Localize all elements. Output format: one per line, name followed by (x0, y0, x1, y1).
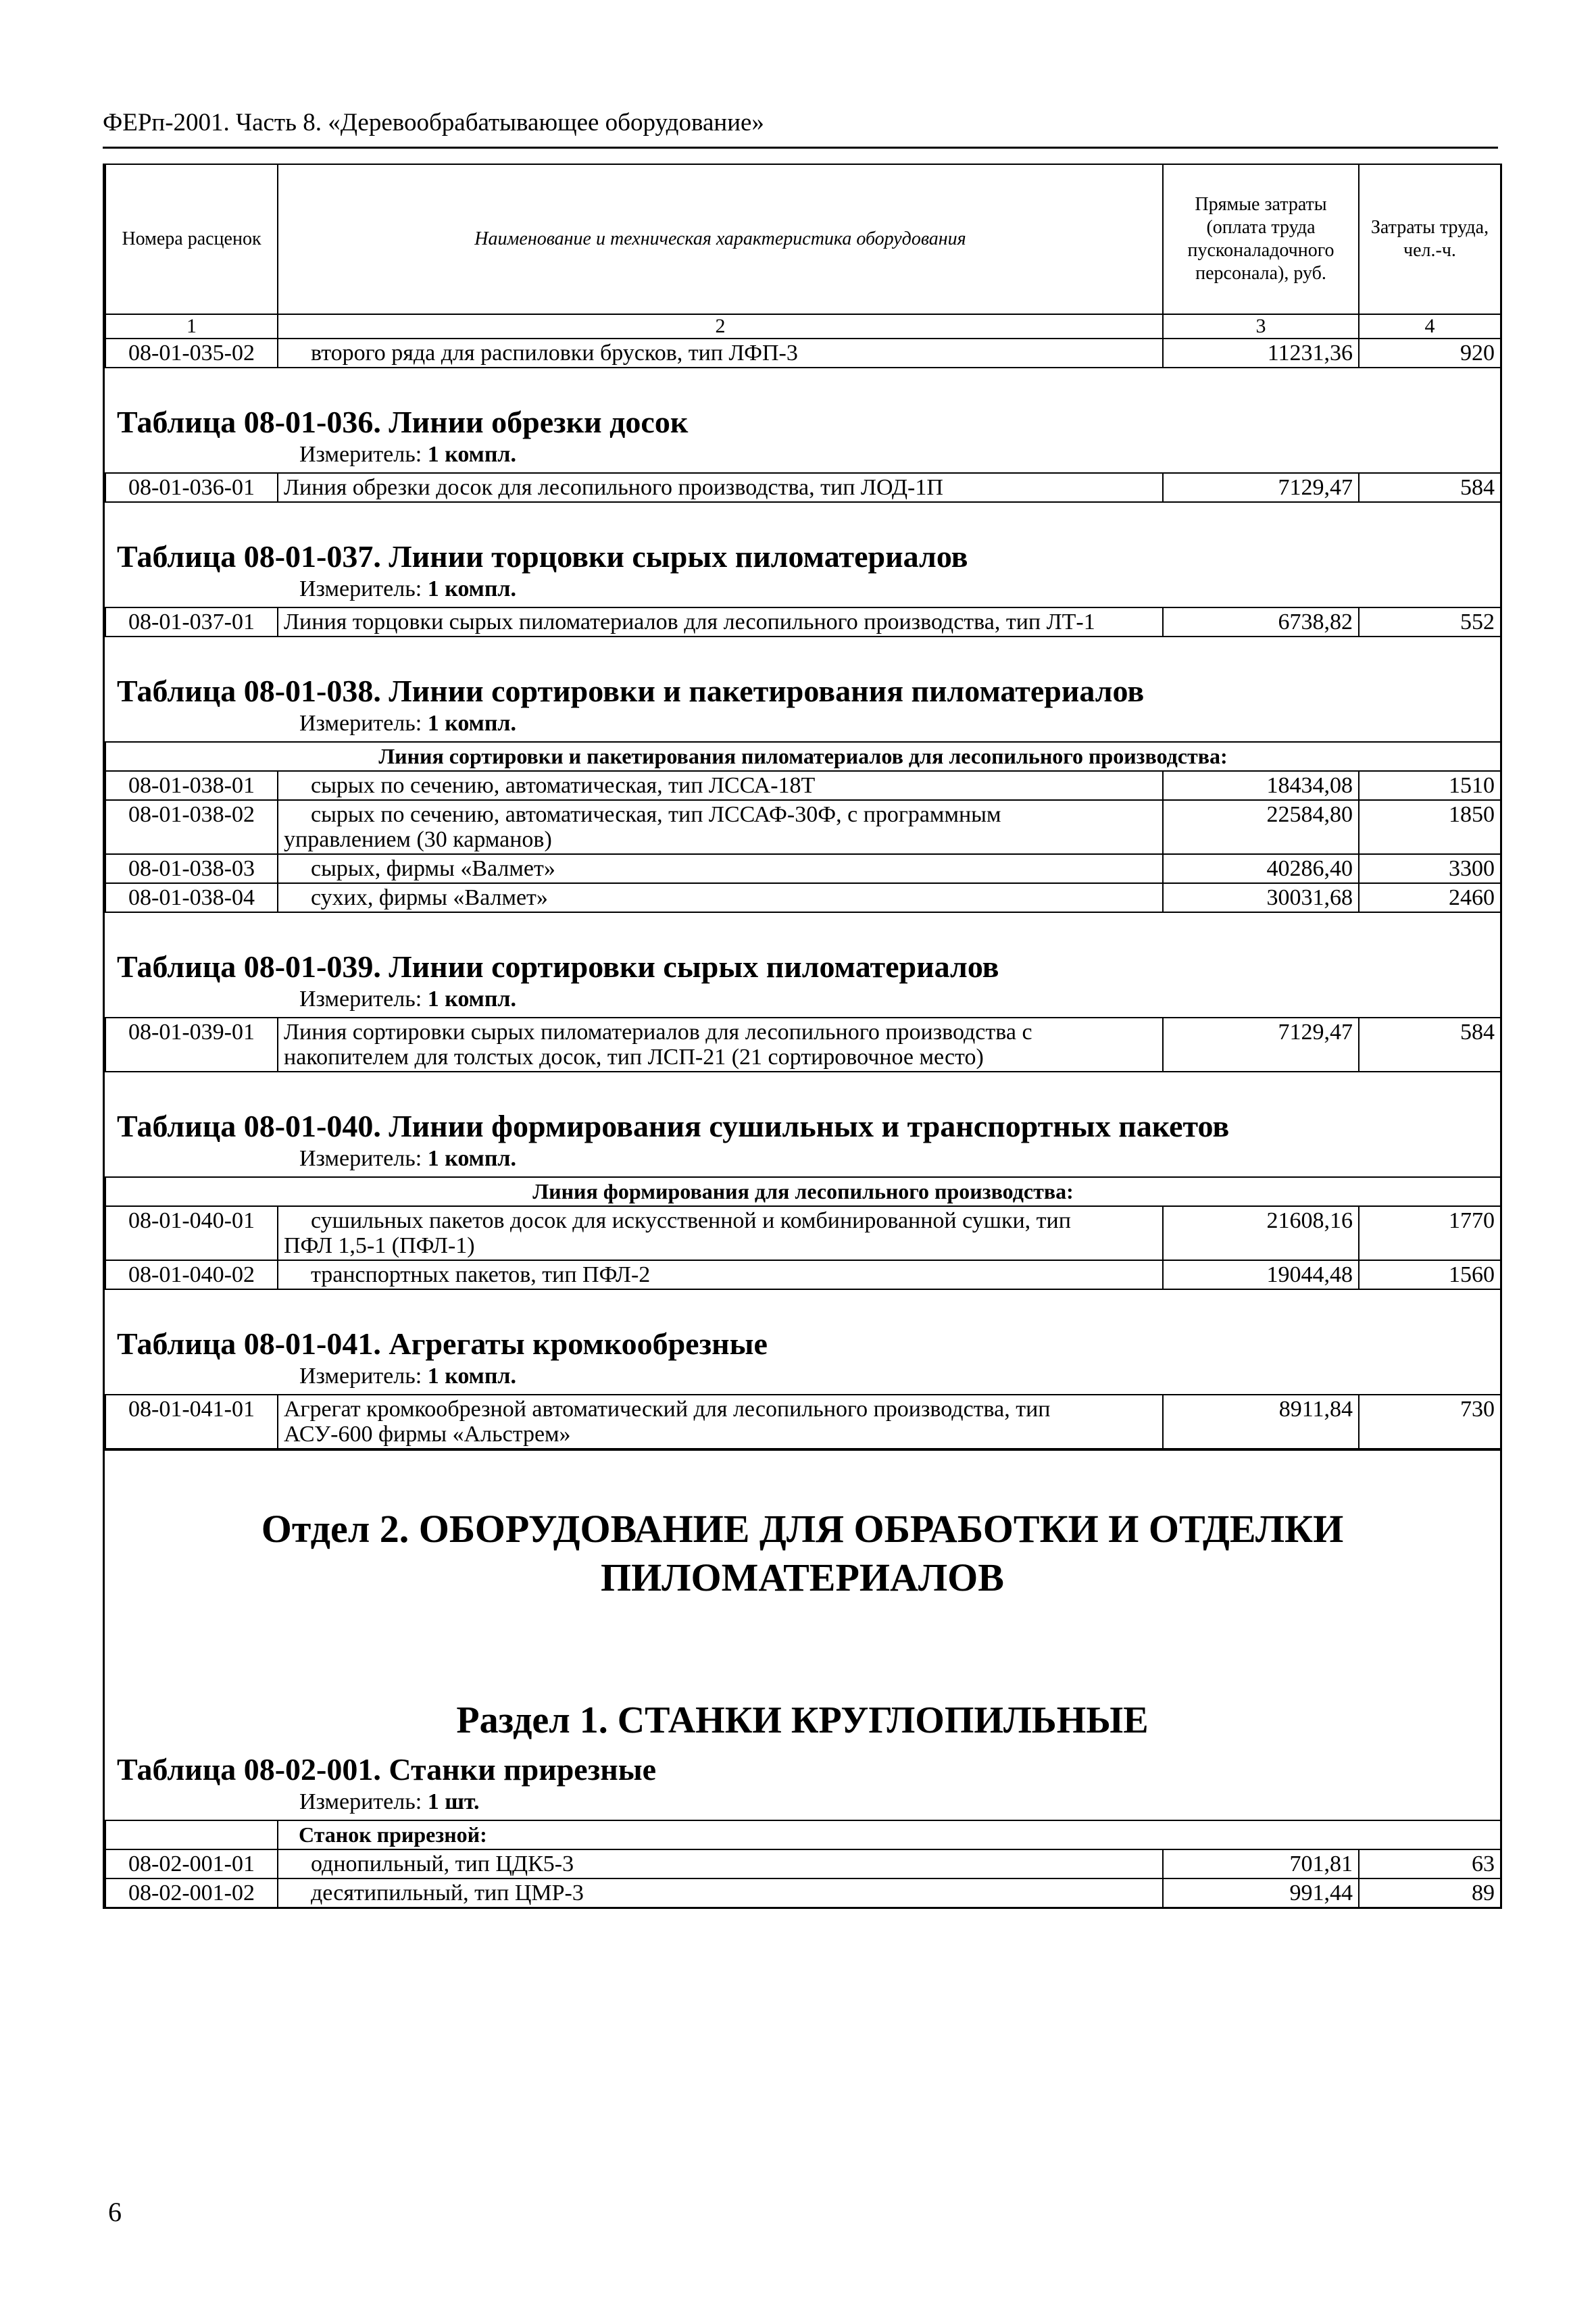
equipment-name (278, 1206, 1163, 1260)
rate-code: 08-01-038-01 (105, 771, 278, 800)
unit-line (117, 986, 1488, 1017)
group-heading: Станок прирезной: (278, 1820, 1501, 1849)
unit-line (117, 1789, 1488, 1820)
column-number-row (105, 314, 1501, 339)
equipment-name (278, 1395, 1163, 1449)
unit-label: Измеритель: (299, 1364, 422, 1389)
rate-code: 08-01-037-01 (105, 607, 278, 637)
equipment-name (278, 1018, 1163, 1072)
labor-cost: 1770 (1359, 1206, 1501, 1260)
equipment-name: однопильный, тип ЦДК5-3 (278, 1849, 1163, 1878)
unit-line (117, 576, 1488, 607)
unit-line (117, 1363, 1488, 1394)
equipment-name: сухих, фирмы «Валмет» (278, 883, 1163, 912)
labor-cost: 584 (1359, 473, 1501, 502)
name-line-1: Линия сортировки сырых пиломатериалов для лесопильного производства с (284, 1020, 1032, 1045)
col-number: 3 (1163, 314, 1359, 339)
group-row (105, 1820, 1501, 1849)
labor-cost: 1850 (1359, 800, 1501, 854)
equipment-name: сырых, фирмы «Валмет» (278, 854, 1163, 883)
rate-code: 08-01-038-04 (105, 883, 278, 912)
unit-line (117, 1145, 1488, 1176)
rate-code: 08-01-038-03 (105, 854, 278, 883)
labor-cost: 63 (1359, 1849, 1501, 1878)
direct-cost: 991,44 (1163, 1878, 1359, 1908)
col-header-labor: Затраты труда, чел.-ч. (1359, 164, 1501, 314)
direct-cost: 18434,08 (1163, 771, 1359, 800)
table-row (105, 1395, 1501, 1449)
table-section-036 (105, 368, 1500, 472)
unit-value: 1 компл. (427, 1146, 517, 1171)
direct-cost: 8911,84 (1163, 1395, 1359, 1449)
direct-cost: 11231,36 (1163, 339, 1359, 368)
table-row (105, 1260, 1501, 1289)
table-title: Таблица 08-01-041. Агрегаты кромкообрезные (117, 1326, 768, 1361)
unit-label: Измеритель: (299, 1789, 422, 1814)
group-row (105, 1177, 1501, 1206)
col-header-code: Номера расценок (105, 164, 278, 314)
table-row (105, 473, 1501, 502)
direct-cost: 40286,40 (1163, 854, 1359, 883)
labor-cost: 89 (1359, 1878, 1501, 1908)
rates-table-039 (105, 1017, 1501, 1072)
rate-code: 08-01-035-02 (105, 339, 278, 368)
table-row (105, 1206, 1501, 1260)
table-section-041 (105, 1290, 1500, 1394)
section-title: Раздел 1. СТАНКИ КРУГЛОПИЛЬНЫЕ (456, 1699, 1149, 1741)
table-row (105, 883, 1501, 912)
labor-cost: 584 (1359, 1018, 1501, 1072)
unit-label: Измеритель: (299, 442, 422, 467)
department-title-line-2: ПИЛОМАТЕРИАЛОВ (601, 1555, 1004, 1599)
direct-cost: 701,81 (1163, 1849, 1359, 1878)
page-number: 6 (108, 2197, 122, 2227)
equipment-name: Линия обрезки досок для лесопильного производства, тип ЛОД-1П (278, 473, 1163, 502)
unit-label: Измеритель: (299, 1146, 422, 1171)
name-line-1: сырых по сечению, автоматическая, тип ЛССАФ-30Ф, с программным (311, 802, 1001, 827)
name-line-2: управлением (30 карманов) (284, 827, 552, 852)
table-row (105, 854, 1501, 883)
unit-line (117, 710, 1488, 741)
rate-code: 08-01-040-01 (105, 1206, 278, 1260)
table-row (105, 607, 1501, 637)
direct-cost: 30031,68 (1163, 883, 1359, 912)
table-title: Таблица 08-01-037. Линии торцовки сырых пиломатериалов (117, 539, 968, 574)
table-title: Таблица 08-01-040. Линии формирования сушильных и транспортных пакетов (117, 1109, 1230, 1143)
unit-label: Измеритель: (299, 711, 422, 736)
page-header: ФЕРп-2001. Часть 8. «Деревообрабатывающее оборудование» (103, 108, 1498, 149)
table-row (105, 771, 1501, 800)
name-line-2: накопителем для толстых досок, тип ЛСП-21 (21 сортировочное место) (284, 1045, 984, 1070)
table-section-039 (105, 913, 1500, 1017)
name-line-1: сушильных пакетов досок для искусственной и комбинированной сушки, тип (311, 1208, 1071, 1233)
name-line-1: Агрегат кромкообрезной автоматический для лесопильного производства, тип (284, 1397, 1051, 1422)
rates-table-02-001 (105, 1820, 1501, 1909)
labor-cost: 552 (1359, 607, 1501, 637)
unit-value: 1 компл. (427, 1364, 517, 1389)
unit-value: 1 шт. (427, 1789, 480, 1814)
rate-code: 08-01-041-01 (105, 1395, 278, 1449)
equipment-name: второго ряда для распиловки брусков, тип ЛФП-3 (278, 339, 1163, 368)
name-line-2: ПФЛ 1,5-1 (ПФЛ-1) (284, 1233, 475, 1258)
unit-value: 1 компл. (427, 711, 517, 736)
group-heading: Линия формирования для лесопильного производства: (105, 1177, 1501, 1206)
labor-cost: 2460 (1359, 883, 1501, 912)
unit-value: 1 компл. (427, 987, 517, 1012)
table-row (105, 1878, 1501, 1908)
table-row (105, 1018, 1501, 1072)
direct-cost: 7129,47 (1163, 473, 1359, 502)
group-heading: Линия сортировки и пакетирования пиломатериалов для лесопильного производства: (105, 742, 1501, 771)
table-section-038 (105, 637, 1500, 741)
table-row (105, 1849, 1501, 1878)
equipment-name: транспортных пакетов, тип ПФЛ-2 (278, 1260, 1163, 1289)
labor-cost: 1510 (1359, 771, 1501, 800)
direct-cost: 21608,16 (1163, 1206, 1359, 1260)
table-section-037 (105, 503, 1500, 607)
column-header-row (105, 164, 1501, 314)
direct-cost: 19044,48 (1163, 1260, 1359, 1289)
department-block (105, 1449, 1500, 1751)
rate-code: 08-01-038-02 (105, 800, 278, 854)
unit-line (117, 441, 1488, 472)
rate-code: 08-02-001-01 (105, 1849, 278, 1878)
table-title: Таблица 08-02-001. Станки прирезные (117, 1752, 657, 1787)
table-title: Таблица 08-01-038. Линии сортировки и пакетирования пиломатериалов (117, 674, 1145, 708)
equipment-name: десятипильный, тип ЦМР-3 (278, 1878, 1163, 1908)
table-row (105, 339, 1501, 368)
unit-label: Измеритель: (299, 987, 422, 1012)
group-row (105, 742, 1501, 771)
col-number: 1 (105, 314, 278, 339)
rate-code: 08-01-040-02 (105, 1260, 278, 1289)
table-title: Таблица 08-01-039. Линии сортировки сырых пиломатериалов (117, 949, 999, 984)
rate-code: 08-01-039-01 (105, 1018, 278, 1072)
equipment-name: Линия торцовки сырых пиломатериалов для лесопильного производства, тип ЛТ-1 (278, 607, 1163, 637)
rates-table-038 (105, 741, 1501, 913)
rate-code: 08-01-036-01 (105, 473, 278, 502)
rate-code: 08-02-001-02 (105, 1878, 278, 1908)
direct-cost: 22584,80 (1163, 800, 1359, 854)
document-sheet (103, 164, 1502, 1909)
rates-table-037 (105, 607, 1501, 637)
col-number: 4 (1359, 314, 1501, 339)
column-header-table (105, 164, 1501, 368)
labor-cost: 1560 (1359, 1260, 1501, 1289)
rates-table-036 (105, 472, 1501, 503)
unit-value: 1 компл. (427, 442, 517, 467)
table-title: Таблица 08-01-036. Линии обрезки досок (117, 405, 689, 439)
labor-cost: 730 (1359, 1395, 1501, 1449)
equipment-name: сырых по сечению, автоматическая, тип ЛССА-18Т (278, 771, 1163, 800)
department-title-line-1: Отдел 2. ОБОРУДОВАНИЕ ДЛЯ ОБРАБОТКИ И ОТДЕЛКИ (261, 1507, 1344, 1551)
table-section-02-001 (105, 1751, 1500, 1820)
group-spacer (105, 1820, 278, 1849)
labor-cost: 920 (1359, 339, 1501, 368)
direct-cost: 7129,47 (1163, 1018, 1359, 1072)
name-line-2: АСУ-600 фирмы «Альстрем» (284, 1422, 571, 1447)
col-number: 2 (278, 314, 1163, 339)
col-header-name: Наименование и техническая характеристика оборудования (278, 164, 1163, 314)
rates-table-040 (105, 1176, 1501, 1290)
department-title (105, 1451, 1500, 1602)
unit-label: Измеритель: (299, 576, 422, 601)
labor-cost: 3300 (1359, 854, 1501, 883)
table-row (105, 800, 1501, 854)
rates-table-041 (105, 1394, 1501, 1449)
table-section-040 (105, 1072, 1500, 1176)
col-header-cost: Прямые затраты (оплата труда пусконаладочного персонала), руб. (1163, 164, 1359, 314)
direct-cost: 6738,82 (1163, 607, 1359, 637)
unit-value: 1 компл. (427, 576, 517, 601)
equipment-name (278, 800, 1163, 854)
